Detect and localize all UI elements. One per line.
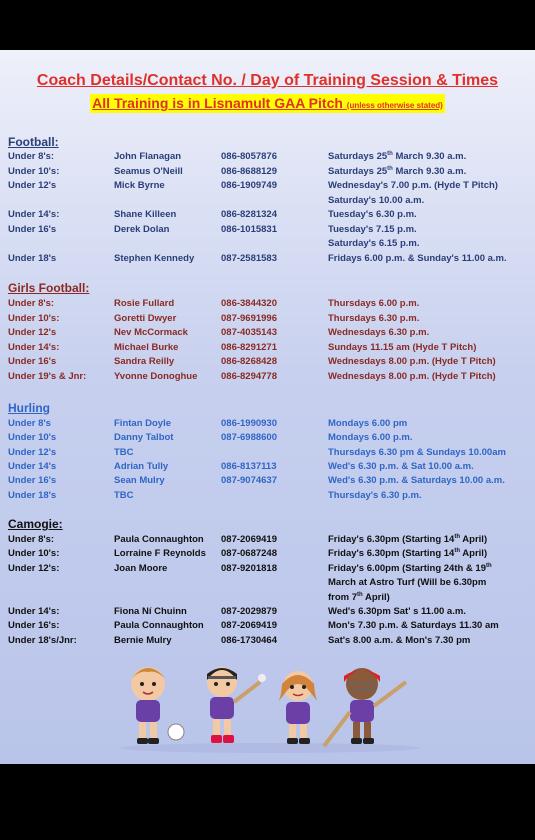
ordinal-suffix: th	[387, 165, 393, 172]
section-heading-camogie: Camogie:	[8, 517, 63, 531]
training-time-text: Wed's 6.30 p.m. & Saturdays 10.00 a.m.	[328, 475, 505, 487]
training-time-text: Friday's 6.00pm (Starting 24th & 19	[328, 562, 487, 574]
ordinal-suffix: th	[357, 591, 363, 598]
age-cell: Under 16's	[8, 223, 57, 235]
coach-name-cell: Nev McCormack	[114, 327, 188, 338]
section-heading-girls-football: Girls Football:	[8, 281, 90, 295]
age-cell: Under 12's	[8, 327, 57, 338]
training-time-cell	[328, 370, 496, 384]
age-cell: Under 12's	[8, 446, 57, 458]
coach-name-cell: Paula Connaughton	[114, 534, 204, 545]
training-time-text: Wednesdays 8.00 p.m. (Hyde T Pitch)	[328, 356, 496, 367]
subtitle	[90, 94, 445, 113]
training-time-text: Wed's 6.30 p.m. & Sat 10.00 a.m.	[328, 460, 474, 472]
age-cell: Under 12's:	[8, 562, 60, 574]
age-cell: Under 16's:	[8, 620, 60, 632]
coach-name-cell: Bernie Mulry	[114, 634, 172, 646]
child-camogie-figure	[278, 671, 318, 744]
coach-name-cell: Adrian Tully	[114, 460, 169, 472]
training-time-cell	[328, 297, 419, 311]
training-time-cell	[328, 179, 498, 193]
coach-name-cell: Sean Mulry	[114, 475, 165, 487]
training-time-cell	[328, 605, 466, 619]
phone-number-cell: 086-8688129	[221, 165, 277, 177]
age-cell: Under 18's	[8, 489, 57, 501]
training-time-cell	[328, 165, 466, 179]
girls-football-row	[0, 370, 535, 384]
girls-football-row	[0, 297, 535, 311]
section-heading-hurling: Hurling	[8, 401, 50, 415]
camogie-row	[0, 562, 535, 576]
training-time-text: Mondays 6.00 p.m.	[328, 432, 413, 444]
page-title: Coach Details/Contact No. / Day of Training Session & Times	[36, 72, 499, 89]
training-time-text: Saturdays 25	[328, 151, 388, 162]
phone-number-cell: 086-8294778	[221, 370, 277, 382]
phone-number-cell: 086-1730464	[221, 634, 277, 646]
age-cell: Under 12's	[8, 180, 57, 191]
training-time-cell	[328, 576, 486, 590]
coach-name-cell: Fintan Doyle	[114, 418, 172, 429]
girls-football-row	[0, 355, 535, 369]
age-cell: Under 14's:	[8, 209, 60, 220]
phone-number-cell: 087-4035143	[221, 327, 277, 338]
hurling-row	[0, 489, 535, 503]
age-cell: Under 10's:	[8, 165, 60, 177]
phone-number-cell: 087-2581583	[221, 252, 277, 264]
football-row	[0, 165, 535, 179]
phone-number-cell: 086-8291271	[221, 341, 277, 353]
subtitle-text: All Training is in Lisnamult GAA Pitch	[92, 95, 343, 111]
camogie-row	[0, 547, 535, 561]
training-time-text: Wednesdays 8.00 p.m. (Hyde T Pitch)	[328, 370, 496, 382]
age-cell: Under 18's/Jnr:	[8, 634, 77, 646]
age-cell: Under 14's	[8, 460, 57, 472]
training-time-cell	[328, 223, 417, 237]
phone-number-cell: 086-3844320	[221, 298, 277, 309]
age-cell: Under 16's	[8, 356, 57, 367]
training-time-text: Mondays 6.00 pm	[328, 418, 408, 429]
training-time-cell	[328, 194, 424, 208]
ordinal-suffix: th	[454, 533, 461, 540]
training-time-cell	[328, 208, 417, 222]
phone-number-cell: 087-6988600	[221, 432, 277, 444]
training-time-cell	[328, 150, 466, 164]
ordinal-suffix: th	[486, 562, 492, 569]
phone-number-cell: 087-2029879	[221, 606, 277, 617]
coach-name-cell: TBC	[114, 446, 134, 458]
camogie-row	[0, 619, 535, 633]
training-time-cell	[328, 417, 407, 431]
training-time-cell	[328, 431, 412, 445]
training-time-text: Thursdays 6.00 p.m.	[328, 298, 420, 309]
training-time-cell	[328, 547, 487, 561]
phone-number-cell: 086-8268428	[221, 356, 277, 367]
coach-name-cell: Joan Moore	[114, 562, 168, 574]
coach-name-cell: Mick Byrne	[114, 180, 165, 191]
coach-name-cell: Goretti Dwyer	[114, 312, 177, 324]
age-cell: Under 8's:	[8, 298, 55, 309]
child-footballer-figure	[131, 667, 184, 744]
training-time-cell	[328, 460, 474, 474]
phone-number-cell: 087-2069419	[221, 620, 277, 632]
training-time-text-continued: March 9.30 a.m.	[392, 165, 467, 177]
camogie-row	[0, 591, 535, 605]
training-time-cell	[328, 533, 487, 547]
football-row	[0, 252, 535, 266]
training-time-text-continued: April)	[460, 534, 488, 545]
training-time-text: Saturday's 10.00 a.m.	[328, 194, 425, 206]
phone-number-cell: 087-2069419	[221, 534, 277, 545]
training-time-text: Thursday's 6.30 p.m.	[328, 489, 422, 501]
coach-name-cell: John Flanagan	[114, 151, 182, 162]
phone-number-cell: 086-8057876	[221, 151, 277, 162]
coach-name-cell: Danny Talbot	[114, 432, 174, 444]
training-time-cell	[328, 341, 476, 355]
training-time-text: Friday's 6.30pm (Starting 14	[328, 548, 455, 560]
camogie-row	[0, 634, 535, 648]
hurling-row	[0, 460, 535, 474]
training-time-cell	[328, 355, 496, 369]
age-cell: Under 14's:	[8, 606, 60, 617]
training-time-cell	[328, 252, 507, 266]
age-cell: Under 10's:	[8, 312, 60, 324]
camogie-row	[0, 576, 535, 590]
subtitle-banner	[0, 94, 535, 113]
child-hurler-figure	[207, 667, 266, 743]
coach-name-cell: Sandra Reilly	[114, 356, 175, 367]
football-row	[0, 194, 535, 208]
poster	[0, 50, 535, 764]
phone-number-cell: 087-9074637	[221, 475, 277, 487]
training-time-text: from 7	[328, 591, 358, 603]
football-row	[0, 150, 535, 164]
ordinal-suffix: th	[387, 150, 393, 157]
training-time-text: Sundays 11.15 am (Hyde T Pitch)	[328, 341, 477, 353]
phone-number-cell: 086-1015831	[221, 223, 277, 235]
coach-name-cell: Stephen Kennedy	[114, 252, 195, 264]
camogie-row	[0, 533, 535, 547]
hurling-row	[0, 446, 535, 460]
training-time-cell	[328, 326, 429, 340]
coach-name-cell: Shane Killeen	[114, 209, 177, 220]
age-cell: Under 18's	[8, 252, 57, 264]
football-row	[0, 208, 535, 222]
phone-number-cell: 086-8281324	[221, 209, 277, 220]
girls-football-row	[0, 341, 535, 355]
coach-name-cell: Seamus O'Neill	[114, 165, 183, 177]
coach-name-cell: Yvonne Donoghue	[114, 370, 198, 382]
camogie-row	[0, 605, 535, 619]
phone-number-cell: 086-8137113	[221, 460, 277, 472]
subtitle-note: (unless otherwise stated)	[346, 101, 443, 110]
hurling-row	[0, 417, 535, 431]
training-time-text: Thursdays 6.30 p.m.	[328, 312, 420, 324]
age-cell: Under 10's	[8, 432, 57, 444]
age-cell: Under 16's	[8, 475, 57, 487]
coach-name-cell: Rosie Fullard	[114, 298, 175, 309]
training-time-text: Thursdays 6.30 pm & Sundays 10.00am	[328, 446, 506, 458]
training-time-cell	[328, 474, 505, 488]
training-time-cell	[328, 619, 499, 633]
child-helmet-player-figure	[324, 668, 406, 746]
coach-name-cell: Derek Dolan	[114, 223, 170, 235]
age-cell: Under 14's:	[8, 341, 60, 353]
phone-number-cell: 087-0687248	[221, 548, 277, 560]
phone-number-cell: 086-1990930	[221, 418, 277, 429]
hurling-row	[0, 431, 535, 445]
hurling-row	[0, 474, 535, 488]
training-time-text: Wed's 6.30pm Sat' s 11.00 a.m.	[328, 606, 466, 617]
phone-number-cell: 087-9201818	[221, 562, 277, 574]
coach-name-cell: Fiona Ní Chuinn	[114, 606, 187, 617]
training-time-cell	[328, 591, 390, 605]
training-time-text: Saturday's 6.15 p.m.	[328, 238, 420, 249]
training-time-text: March at Astro Turf (Will be 6.30pm	[328, 577, 487, 589]
training-time-text-continued: March 9.30 a.m.	[392, 151, 467, 162]
coach-name-cell: Paula Connaughton	[114, 620, 204, 632]
phone-number-cell: 087-9691996	[221, 312, 277, 324]
age-cell: Under 8's:	[8, 534, 55, 545]
training-time-text: Friday's 6.30pm (Starting 14	[328, 534, 455, 545]
coach-name-cell: TBC	[114, 489, 134, 501]
training-time-cell	[328, 562, 492, 576]
training-time-cell	[328, 489, 422, 503]
football-row	[0, 179, 535, 193]
training-time-text: Sat's 8.00 a.m. & Mon's 7.30 pm	[328, 634, 471, 646]
children-playing-illustration	[110, 662, 430, 754]
age-cell: Under 10's:	[8, 548, 60, 560]
training-time-text: Tuesday's 7.15 p.m.	[328, 223, 417, 235]
girls-football-row	[0, 312, 535, 326]
training-time-text-continued: April)	[460, 548, 488, 560]
training-time-cell	[328, 634, 470, 648]
training-time-cell	[328, 237, 420, 251]
section-heading-football: Football:	[8, 135, 59, 149]
coach-name-cell: Lorraine F Reynolds	[114, 548, 206, 560]
training-time-text: Wednesday's 7.00 p.m. (Hyde T Pitch)	[328, 180, 498, 191]
girls-football-row	[0, 326, 535, 340]
age-cell: Under 8's:	[8, 151, 55, 162]
age-cell: Under 8's	[8, 418, 51, 429]
football-row	[0, 237, 535, 251]
training-time-text: Wednesdays 6.30 p.m.	[328, 327, 430, 338]
ordinal-suffix: th	[454, 548, 461, 555]
football-row	[0, 223, 535, 237]
training-time-cell	[328, 312, 419, 326]
training-time-text: Mon's 7.30 p.m. & Saturdays 11.30 am	[328, 620, 499, 632]
training-time-text: Tuesday's 6.30 p.m.	[328, 209, 417, 220]
age-cell: Under 19's & Jnr:	[8, 370, 87, 382]
training-time-text: Saturdays 25	[328, 165, 388, 177]
training-time-text-continued: April)	[362, 591, 390, 603]
coach-name-cell: Michael Burke	[114, 341, 179, 353]
phone-number-cell: 086-1909749	[221, 180, 277, 191]
training-time-cell	[328, 446, 506, 460]
training-time-text: Fridays 6.00 p.m. & Sunday's 11.00 a.m.	[328, 252, 507, 264]
